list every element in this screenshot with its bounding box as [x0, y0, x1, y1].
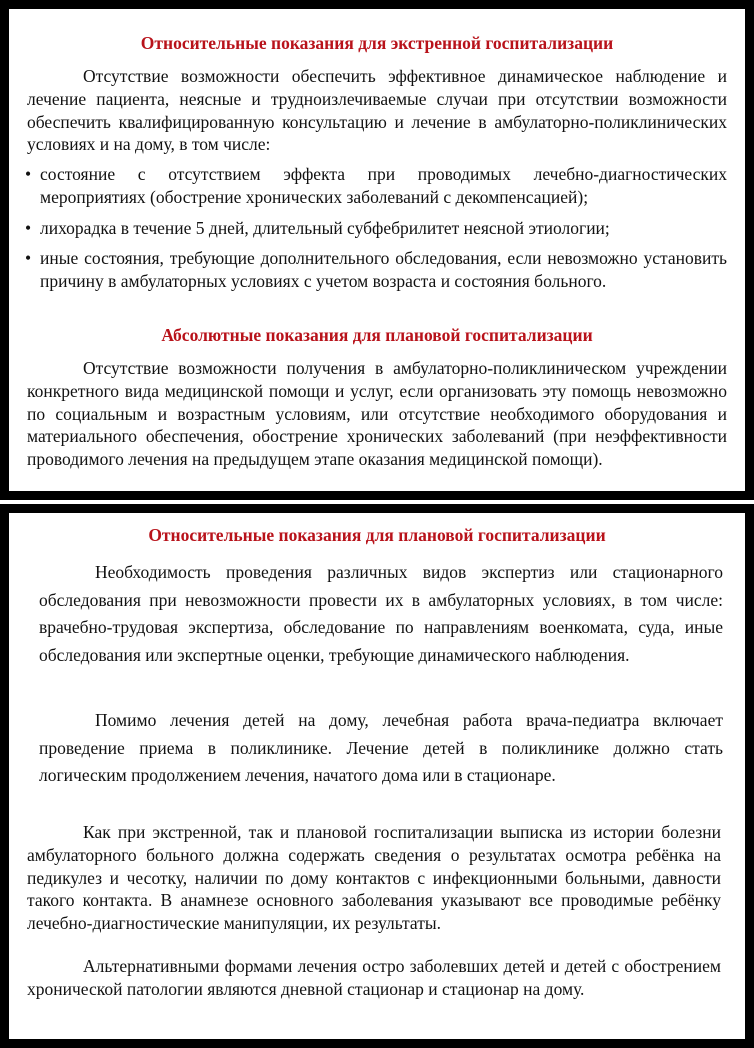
intro-paragraph: Отсутствие возможности обеспечить эффективное динамическое наблюдение и лечение пациента, неясные и трудноизлечиваемые случаи при отсутствии возможности обеспечить квалифицированную консультацию и лечение в амбулаторно-поликлинических условиях и на дому, в том числе: [27, 66, 727, 155]
list-item: • состояние с отсутствием эффекта при проводимых лечебно-диагностических мероприятиях (обострение хронических заболеваний с декомпенсацией); [25, 163, 727, 209]
discharge-paragraph: Как при экстренной, так и плановой госпитализации выписка из истории болезни амбулаторного больного должна содержать сведения о результатах осмотра ребёнка на педикулез и чесотку, наличии по дому контактов с инфекционными больными, давности такого контакта. В анамнезе основного заболевания указывают все проводимые ребёнку лечебно-диагностические манипуляции, их результаты. [27, 822, 721, 934]
heading-planned-relative: Относительные показания для плановой госпитализации [148, 525, 606, 545]
upper-panel-body [8, 8, 746, 492]
list-item: • иные состояния, требующие дополнительного обследования, если невозможно установить причину в амбулаторных условиях с учетом возраста и состояния больного. [25, 247, 727, 293]
heading-emergency-relative: Относительные показания для экстренной госпитализации [140, 33, 614, 53]
indications-list [25, 163, 727, 293]
polyclinic-paragraph: Помимо лечения детей на дому, лечебная работа врача-педиатра включает проведение приема в поликлинике. Лечение детей в поликлинике должно стать логическим продолжением лечения, начатого дома или в стационаре. [39, 710, 723, 785]
planned-absolute-paragraph: Отсутствие возможности получения в амбулаторно-поликлиническом учреждении конкретного вида медицинской помощи и услуг, если организовать эту помощь невозможно по социальным и возрастным условиям, или отсутствие необходимого оборудования и материального обеспечения, обострение хронических заболеваний (при неэффективности проводимого лечения на предыдущем этапе оказания медицинской помощи). [27, 358, 727, 470]
lower-panel-body [8, 512, 746, 1040]
list-item: • лихорадка в течение 5 дней, длительный субфебрилитет неясной этиологии; [25, 217, 727, 240]
expertise-paragraph: Необходимость проведения различных видов экспертиз или стационарного обследования при невозможности провести их в амбулаторных условиях, в том числе: врачебно-трудовая экспертиза, обследование по направлениям военкомата, суда, иные обследования или экспертные оценки, требующие динамического наблюдения. [39, 562, 723, 665]
heading-planned-absolute: Абсолютные показания для плановой госпитализации [161, 325, 593, 345]
lower-panel [0, 504, 754, 1048]
upper-panel [0, 0, 754, 500]
alternative-treatment-paragraph: Альтернативными формами лечения остро заболевших детей и детей с обострением хронической патологии являются дневной стационар и стационар на дому. [27, 956, 721, 999]
